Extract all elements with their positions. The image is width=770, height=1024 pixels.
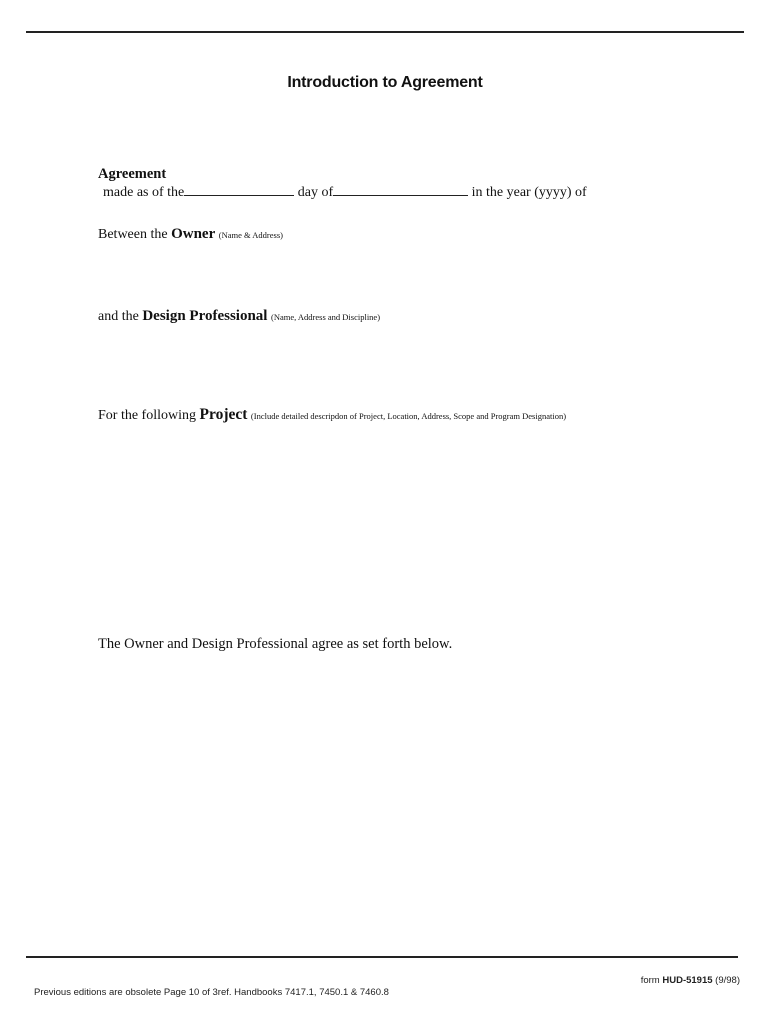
- agreement-heading: Agreement: [98, 166, 167, 182]
- form-prefix: form: [640, 975, 663, 986]
- design-professional-lead: and the: [98, 309, 143, 324]
- owner-lead: Between the: [98, 227, 172, 242]
- agreement-date-line: [103, 184, 587, 201]
- made-as-of-label: made as of the: [103, 185, 185, 200]
- month-blank-field[interactable]: [333, 184, 468, 196]
- project-line: [98, 406, 566, 424]
- form-date: (9/98): [712, 975, 740, 986]
- year-label: in the year (yyyy) of: [471, 185, 587, 200]
- day-blank-field[interactable]: [184, 184, 294, 196]
- day-of-label: day of: [297, 185, 334, 200]
- bottom-divider: [26, 956, 738, 958]
- design-professional-label: Design Professional: [142, 308, 268, 324]
- project-hint: (Include detailed descripdon of Project, Location, Address, Scope and Program Designation): [250, 411, 567, 421]
- project-lead: For the following: [98, 408, 200, 423]
- form-number: HUD-51915: [662, 975, 713, 986]
- owner-hint: (Name & Address): [218, 230, 283, 240]
- form-identifier: [641, 975, 740, 986]
- page-title: Introduction to Agreement: [287, 74, 483, 91]
- owner-line: [98, 226, 283, 243]
- project-label: Project: [199, 406, 248, 423]
- owner-label: Owner: [171, 226, 216, 242]
- design-professional-hint: (Name, Address and Discipline): [270, 312, 381, 322]
- design-professional-line: [98, 308, 380, 325]
- agree-statement: The Owner and Design Professional agree as set forth below.: [98, 636, 453, 652]
- top-divider: [26, 31, 744, 33]
- footer-note: Previous editions are obsolete Page 10 of 3ref. Handbooks 7417.1, 7450.1 & 7460.8: [34, 987, 389, 998]
